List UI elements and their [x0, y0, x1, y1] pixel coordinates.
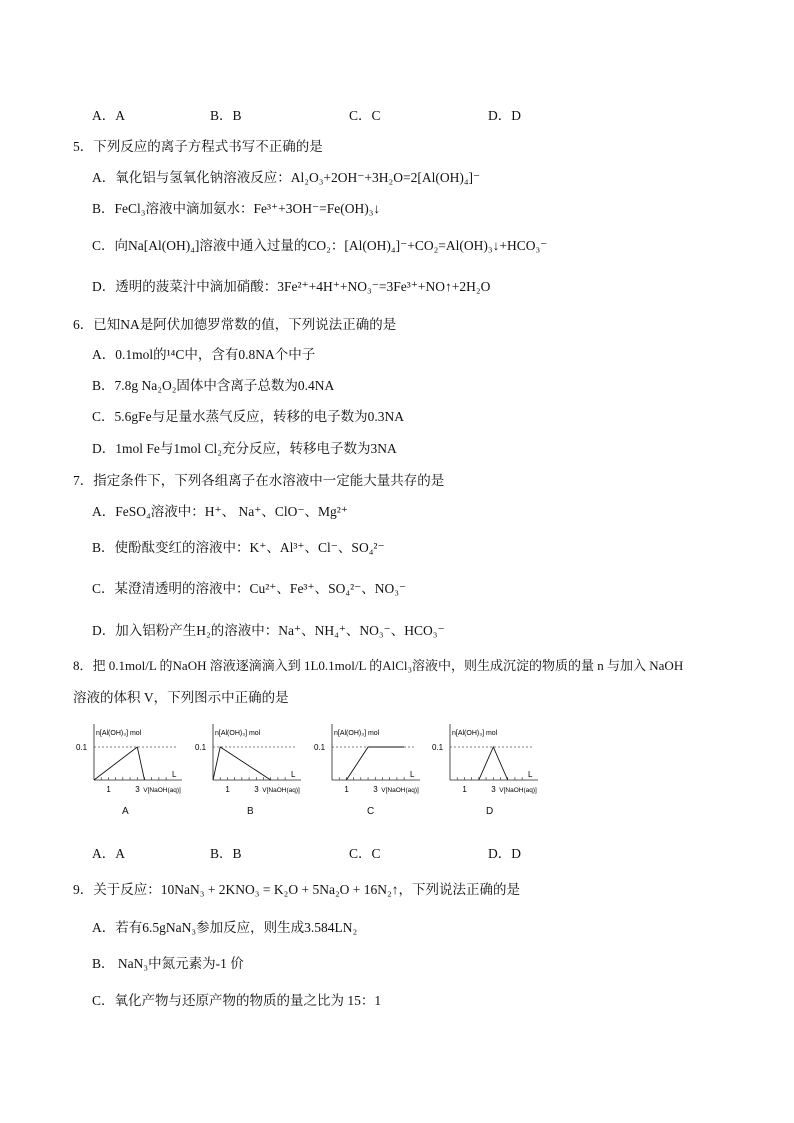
x-axis-label: V[NaOH(aq)] — [262, 787, 300, 794]
q8-option-b: B．B — [210, 846, 242, 861]
y-tick-label: 0.1 — [76, 743, 88, 752]
y-tick-label: 0.1 — [314, 743, 326, 752]
chart-c-svg — [312, 718, 424, 808]
q7-stem: 7．指定条件下，下列各组离子在水溶液中一定能大量共存的是 — [73, 473, 445, 488]
data-series-line — [346, 747, 404, 780]
chart-d-svg — [430, 718, 542, 808]
y-axis-label: n[Al(OH)₃] mol — [215, 730, 261, 737]
y-tick-label: 0.1 — [432, 743, 444, 752]
q8-option-c: C．C — [349, 846, 381, 861]
x-tick-label-3: 3 — [135, 785, 140, 794]
q6-option-a: A．0.1mol的¹⁴C中，含有0.8NA个中子 — [92, 347, 316, 362]
data-series-line — [213, 747, 271, 780]
chart-d — [430, 718, 542, 808]
chart-c-label: C — [367, 806, 375, 817]
q7-option-c: C．某澄清透明的溶液中：Cu²⁺、Fe³⁺、SO₄²⁻、NO₃⁻ — [92, 581, 407, 596]
q9-option-a: A．若有6.5gNaN₃参加反应，则生成3.584LN₂ — [92, 920, 358, 935]
x-axis-label: V[NaOH(aq)] — [499, 787, 537, 794]
x-tick-label-3: 3 — [491, 785, 496, 794]
y-tick-label: 0.1 — [195, 743, 207, 752]
x-unit-label: L — [172, 770, 177, 779]
chart-a-svg — [74, 718, 186, 808]
q6-stem: 6．已知NA是阿伏加德罗常数的值，下列说法正确的是 — [73, 317, 397, 332]
x-tick-label-1: 1 — [106, 785, 111, 794]
q9-stem: 9．关于反应：10NaN₃ + 2KNO₃ = K₂O + 5Na₂O + 16N₂↑，下列说法正确的是 — [73, 882, 520, 897]
x-tick-label-3: 3 — [254, 785, 259, 794]
q8-options — [92, 842, 712, 862]
chart-b-label: B — [247, 806, 254, 817]
x-tick-label-1: 1 — [344, 785, 349, 794]
q7-option-a: A．FeSO₄溶液中：H⁺、 Na⁺、ClO⁻、Mg²⁺ — [92, 504, 348, 519]
q8-option-d: D．D — [488, 846, 521, 861]
q7-option-b: B．使酚酞变红的溶液中：K⁺、Al³⁺、Cl⁻、SO₄²⁻ — [92, 540, 385, 555]
chart-b-svg — [193, 718, 305, 808]
q4-option-d: D．D — [488, 108, 521, 123]
q6-option-d: D．1mol Fe与1mol Cl₂充分反应，转移电子数为3NA — [92, 441, 397, 456]
q5-stem: 5．下列反应的离子方程式书写不正确的是 — [73, 139, 323, 154]
x-axis-label: V[NaOH(aq)] — [381, 787, 419, 794]
q4-option-b: B．B — [210, 108, 242, 123]
q7-option-d: D．加入铝粉产生H₂的溶液中：Na⁺、NH₄⁺、NO₃⁻、HCO₃⁻ — [92, 623, 445, 638]
q6-option-b: B．7.8g Na₂O₂固体中含离子总数为0.4NA — [92, 378, 335, 393]
q6-option-c: C．5.6gFe与足量水蒸气反应，转移的电子数为0.3NA — [92, 409, 405, 424]
q4-options — [92, 104, 712, 124]
x-tick-label-1: 1 — [225, 785, 230, 794]
y-axis-label: n[Al(OH)₃] mol — [452, 730, 498, 737]
chart-b — [193, 718, 305, 808]
q4-option-a: A．A — [92, 108, 125, 123]
y-axis-label: n[Al(OH)₃] mol — [96, 730, 142, 737]
data-series-line — [94, 747, 145, 780]
q5-option-c: C．向Na[Al(OH)₄]溶液中通入过量的CO₂：[Al(OH)₄]⁻+CO₂=Al(OH)₃↓+HCO₃⁻ — [92, 238, 548, 253]
q5-option-d: D．透明的菠菜汁中滴加硝酸：3Fe²⁺+4H⁺+NO₃⁻=3Fe³⁺+NO↑+2H₂O — [92, 279, 491, 294]
q9-option-c: C．氧化产物与还原产物的物质的量之比为 15：1 — [92, 993, 382, 1008]
x-unit-label: L — [291, 770, 296, 779]
x-unit-label: L — [410, 770, 415, 779]
chart-a — [74, 718, 186, 808]
q8-stem-line1: 8．把 0.1mol/L 的NaOH 溶液逐滴滴入到 1L0.1mol/L 的AlCl₃溶液中，则生成沉淀的物质的量 n 与加入 NaOH — [73, 658, 684, 673]
chart-a-label: A — [122, 806, 129, 817]
q9-option-b: B． NaN₃中氮元素为-1 价 — [92, 956, 244, 971]
q4-option-c: C．C — [349, 108, 381, 123]
chart-d-label: D — [486, 806, 494, 817]
q8-stem-line2: 溶液的体积 V，下列图示中正确的是 — [73, 690, 289, 705]
q5-option-a: A．氧化铝与氢氧化钠溶液反应：Al₂O₃+2OH⁻+3H₂O=2[Al(OH)₄]⁻ — [92, 170, 481, 185]
data-series-line — [479, 747, 508, 780]
x-unit-label: L — [528, 770, 533, 779]
x-tick-label-3: 3 — [373, 785, 378, 794]
q8-option-a: A．A — [92, 846, 125, 861]
q5-option-b: B．FeCl₃溶液中滴加氨水：Fe³⁺+3OH⁻=Fe(OH)₃↓ — [92, 201, 381, 216]
y-axis-label: n[Al(OH)₃] mol — [334, 730, 380, 737]
chart-c — [312, 718, 424, 808]
x-tick-label-1: 1 — [462, 785, 467, 794]
x-axis-label: V[NaOH(aq)] — [143, 787, 181, 794]
